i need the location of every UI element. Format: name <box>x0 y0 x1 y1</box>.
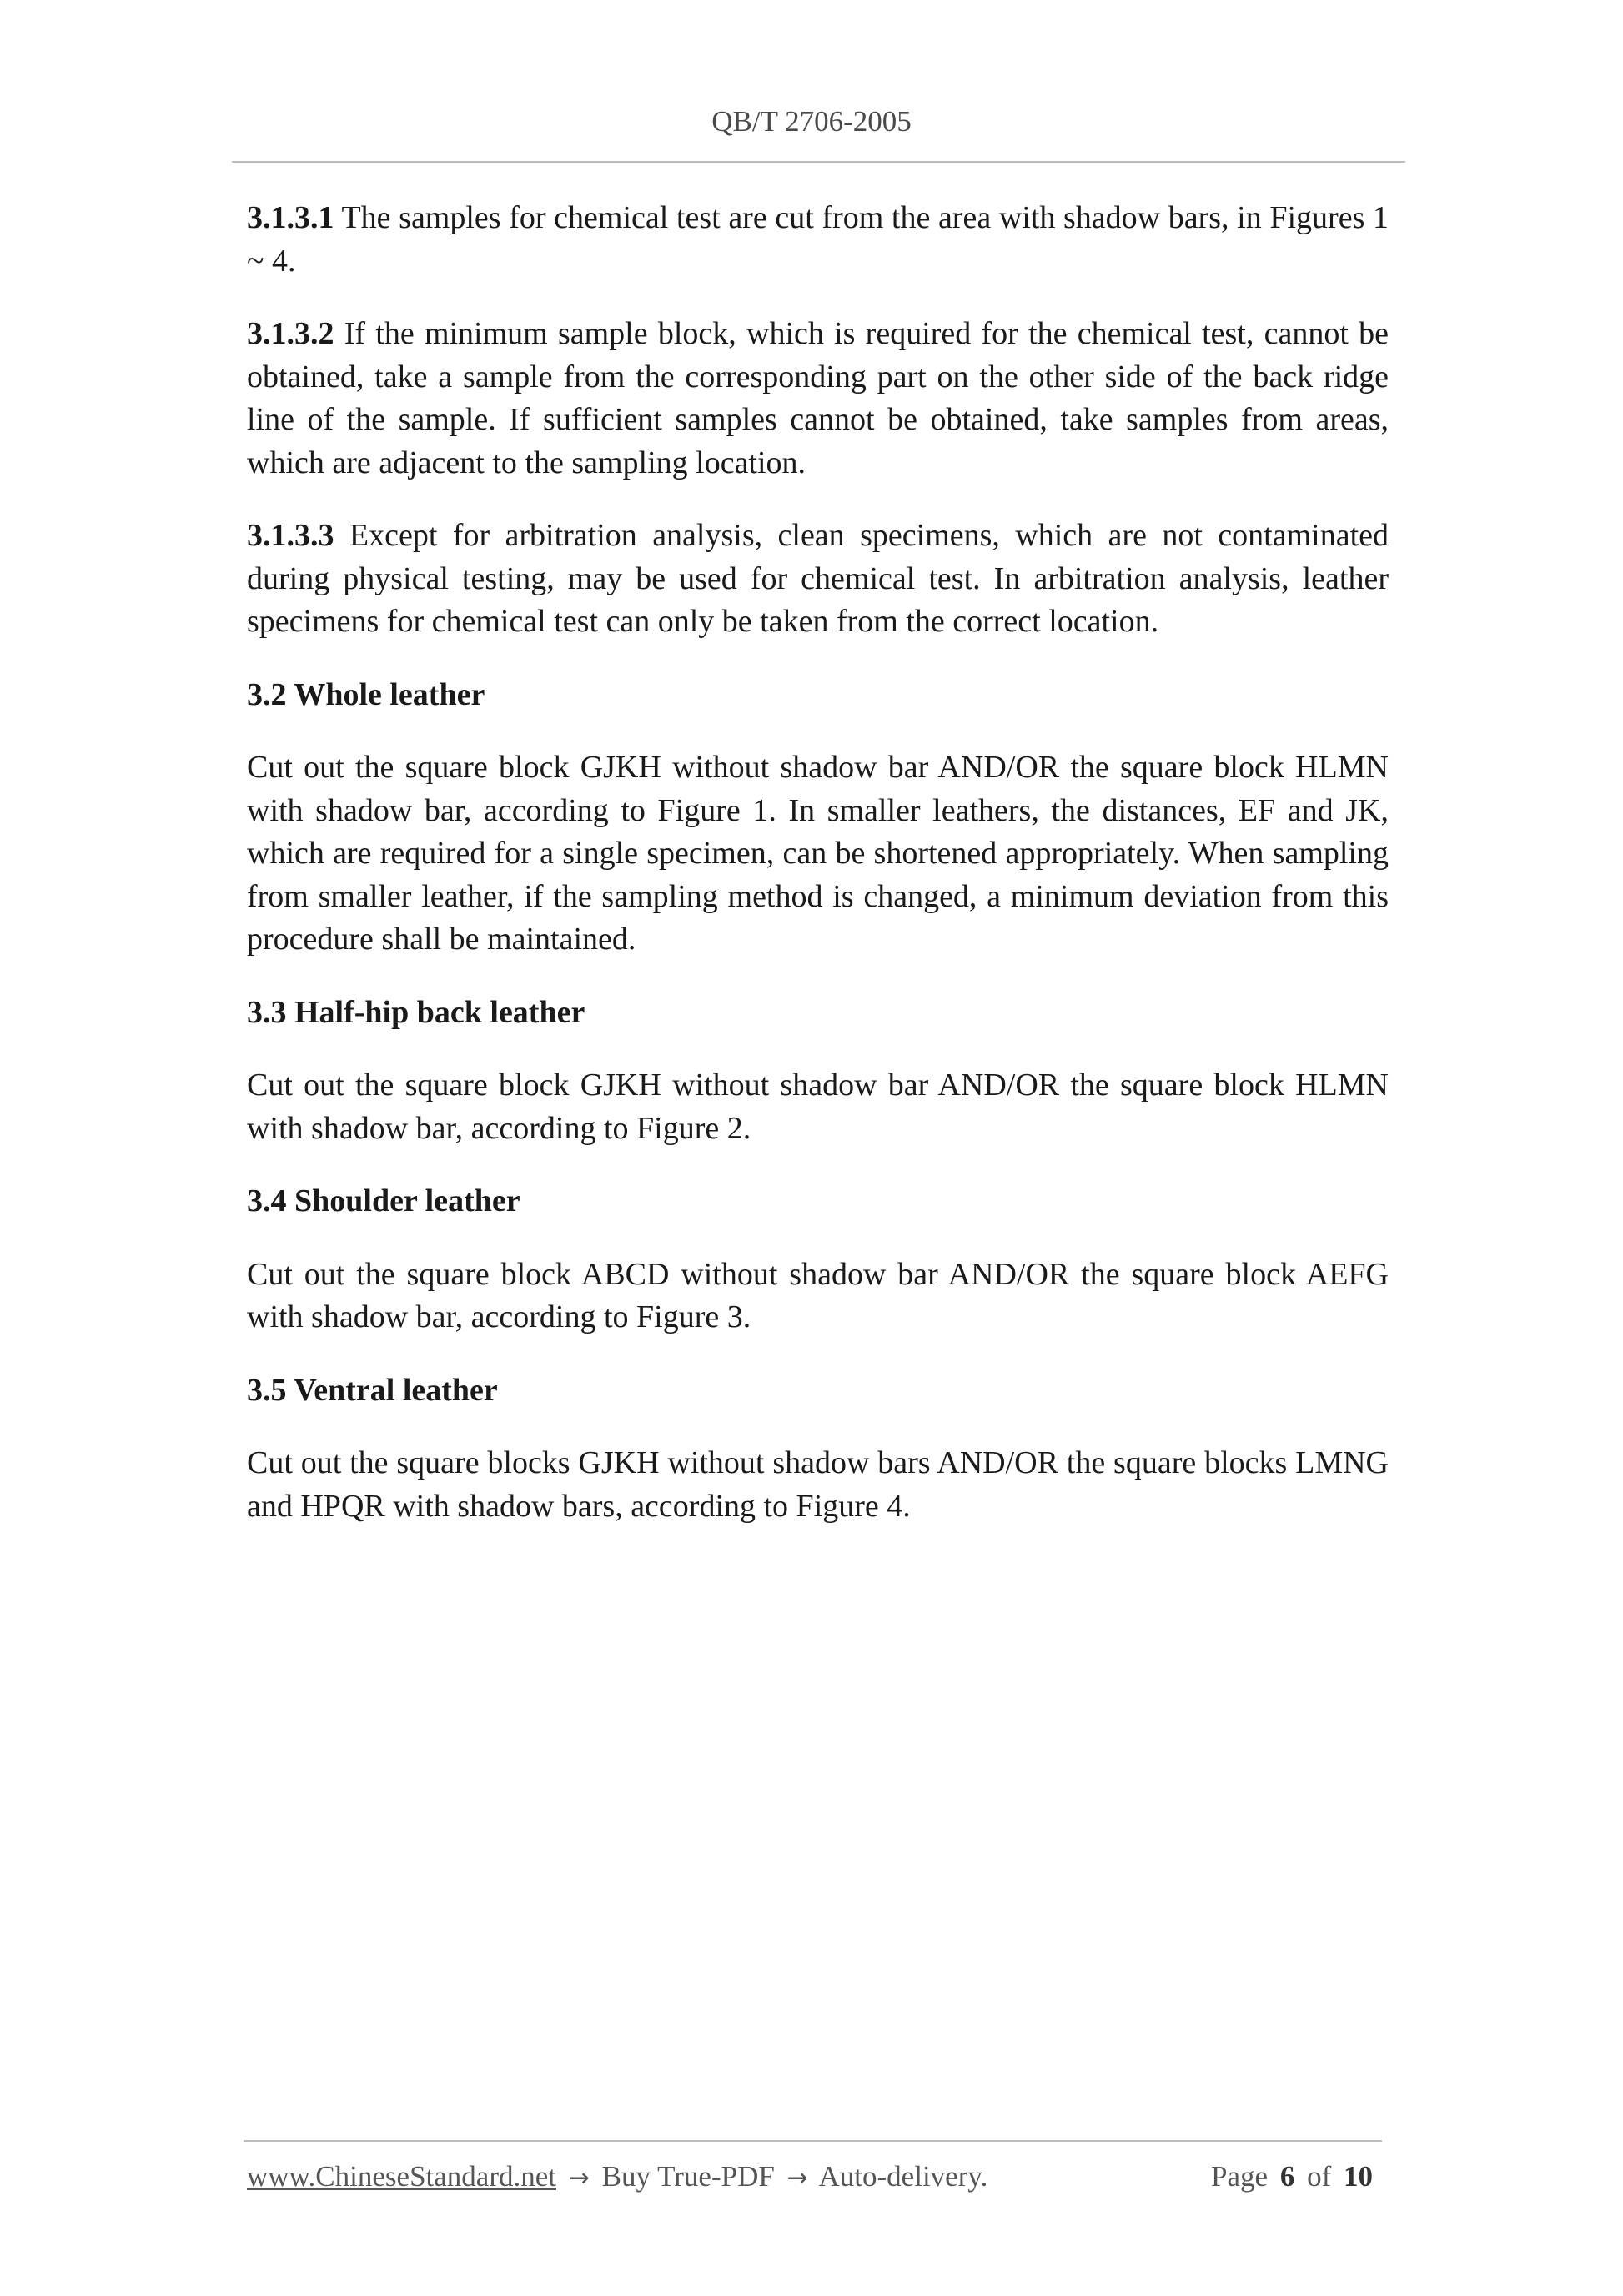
arrow-right-icon: → <box>568 2163 590 2193</box>
current-page: 6 <box>1279 2160 1295 2193</box>
section-body-3-2: Cut out the square block GJKH without shadow bar AND/OR the square block HLMN with shadow bar, according to Figure 1. In smaller leathers, the distances, EF and JK, which are required for a single specimen, can be shortened appropriately. When sampling from smaller leather, if the sampling method is changed, a minimum deviation from this procedure shall be maintained. <box>247 750 1389 957</box>
section-heading-3-4: 3.4 Shoulder leather <box>247 1183 520 1218</box>
header-divider <box>232 161 1405 163</box>
website-link[interactable]: www.ChineseStandard.net <box>247 2160 556 2193</box>
clause-3-1-3-2 <box>247 313 1389 485</box>
clause-number: 3.1.3.3 <box>247 518 334 553</box>
total-pages: 10 <box>1344 2160 1373 2193</box>
page-footer <box>247 2160 1378 2193</box>
clause-number: 3.1.3.2 <box>247 316 334 351</box>
page-content <box>247 197 1389 1558</box>
arrow-right-icon: → <box>786 2163 808 2193</box>
section-body-3-5: Cut out the square blocks GJKH without shadow bars AND/OR the square blocks LMNG and HPQR with shadow bars, according to Figure 4. <box>247 1445 1389 1524</box>
page-label: Page <box>1211 2160 1269 2193</box>
section-heading-3-5: 3.5 Ventral leather <box>247 1372 498 1408</box>
clause-3-1-3-1 <box>247 197 1389 283</box>
clause-text: If the minimum sample block, which is required for the chemical test, cannot be obtained, take a sample from the corresponding part on the other side of the back ridge line of the sample. If sufficient samples cannot be obtained, take samples from areas, which are adjacent to the sampling location. <box>247 316 1389 480</box>
section-heading-3-3: 3.3 Half-hip back leather <box>247 994 585 1030</box>
buy-pdf-text: Buy True-PDF <box>601 2160 775 2193</box>
clause-text: Except for arbitration analysis, clean specimens, which are not contaminated during physical testing, may be used for chemical test. In arbitration analysis, leather specimens for chemical test can only be taken from the correct location. <box>247 518 1389 639</box>
running-header: QB/T 2706-2005 <box>711 105 912 138</box>
page-of-label: of <box>1307 2160 1332 2193</box>
clause-text: The samples for chemical test are cut from the area with shadow bars, in Figures 1 ~ 4. <box>247 200 1389 279</box>
clause-number: 3.1.3.1 <box>247 200 334 235</box>
footer-left <box>247 2160 987 2193</box>
page-number <box>1211 2160 1378 2193</box>
section-heading-3-2: 3.2 Whole leather <box>247 676 485 712</box>
section-body-3-3: Cut out the square block GJKH without shadow bar AND/OR the square block HLMN with shadow bar, according to Figure 2. <box>247 1068 1389 1146</box>
footer-divider <box>244 2140 1382 2142</box>
auto-delivery-text: Auto-delivery. <box>818 2160 988 2193</box>
section-body-3-4: Cut out the square block ABCD without shadow bar AND/OR the square block AEFG with shadow bar, according to Figure 3. <box>247 1256 1389 1334</box>
clause-3-1-3-3 <box>247 515 1389 644</box>
